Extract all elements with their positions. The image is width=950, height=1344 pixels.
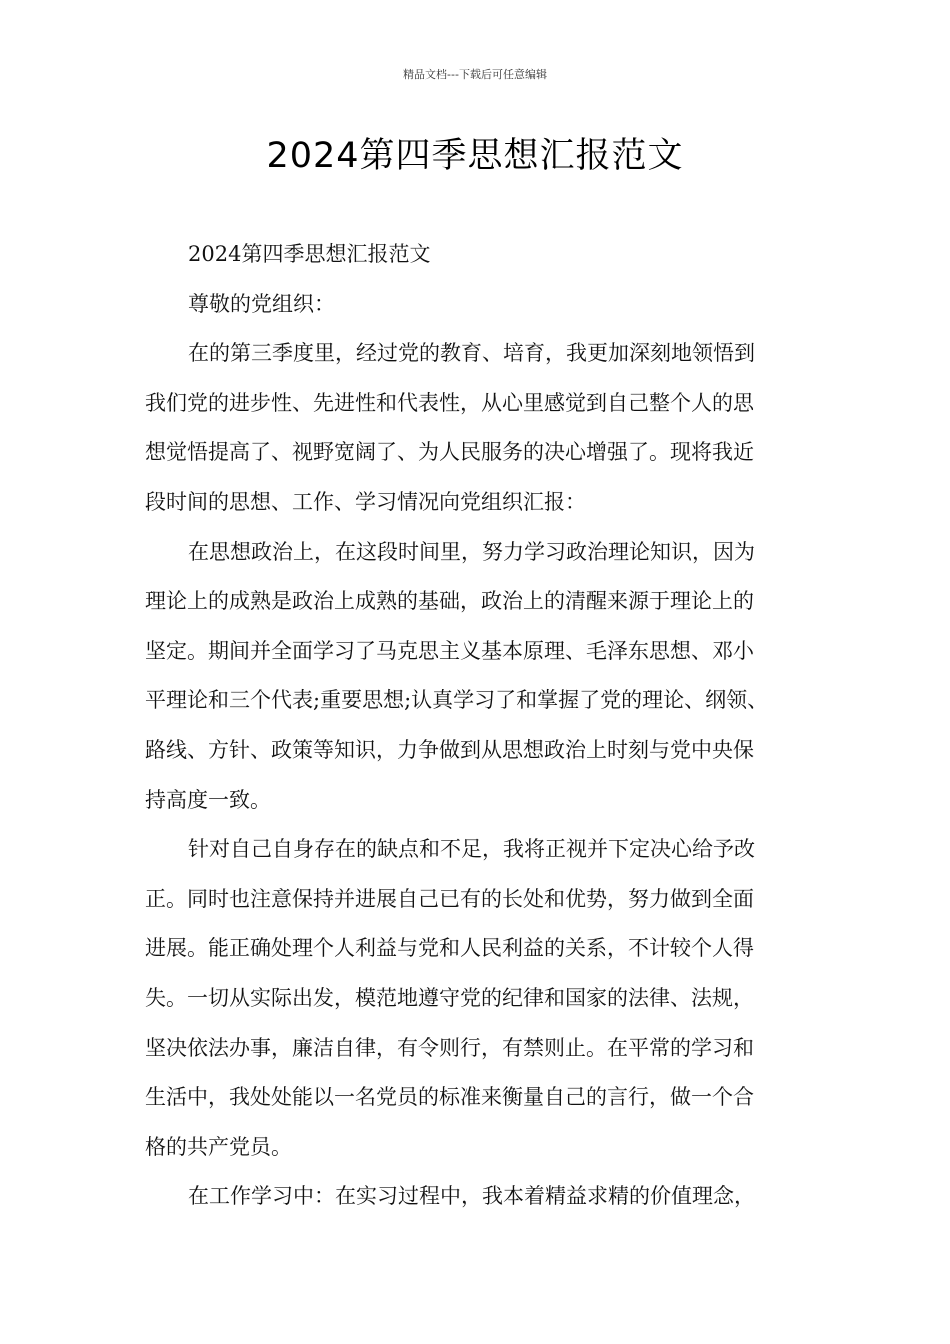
paragraph-3-line-2: 正。同时也注意保持并进展自己已有的长处和优势，努力做到全面: [145, 886, 754, 911]
paragraph-2-line-3: 坚定。期间并全面学习了马克思主义基本原理、毛泽东思想、邓小: [145, 638, 754, 663]
paragraph-3-line-6: 生活中，我处处能以一名党员的标准来衡量自己的言行，做一个合: [145, 1085, 754, 1110]
paragraph-2-line-4: 平理论和三个代表;重要思想;认真学习了和掌握了党的理论、纲领、: [145, 688, 769, 713]
paragraph-1-line-1: 在的第三季度里，经过党的教育、培育，我更加深刻地领悟到: [188, 341, 755, 366]
paragraph-1-line-4: 段时间的思想、工作、学习情况向党组织汇报：: [145, 489, 586, 514]
document-title: 2024第四季思想汇报范文: [266, 136, 684, 176]
paragraph-1-line-3: 想觉悟提高了、视野宽阔了、为人民服务的决心增强了。现将我近: [145, 440, 754, 465]
paragraph-3-line-3: 进展。能正确处理个人利益与党和人民利益的关系，不计较个人得: [145, 936, 754, 961]
paragraph-2-line-5: 路线、方针、政策等知识，力争做到从思想政治上时刻与党中央保: [145, 737, 754, 762]
paragraph-3-line-7: 格的共产党员。: [145, 1134, 292, 1159]
salutation: 尊敬的党组织：: [188, 291, 335, 316]
paragraph-3-line-5: 坚决依法办事，廉洁自律，有令则行，有禁则止。在平常的学习和: [145, 1035, 754, 1060]
subtitle-line: 2024第四季思想汇报范文: [188, 242, 431, 266]
paragraph-4-line-1: 在工作学习中：在实习过程中，我本着精益求精的价值理念，: [188, 1184, 755, 1209]
paragraph-3-line-4: 失。一切从实际出发，模范地遵守党的纪律和国家的法律、法规，: [145, 985, 754, 1010]
paragraph-2-line-1: 在思想政治上，在这段时间里，努力学习政治理论知识，因为: [188, 539, 755, 564]
paragraph-2-line-2: 理论上的成熟是政治上成熟的基础，政治上的清醒来源于理论上的: [145, 589, 754, 614]
document-body: [145, 230, 835, 1222]
paragraph-3-line-1: 针对自己自身存在的缺点和不足，我将正视并下定决心给予改: [188, 837, 755, 862]
paragraph-2-line-6: 持高度一致。: [145, 787, 271, 812]
header-note: 精品文档---下载后可任意编辑: [403, 68, 547, 81]
paragraph-1-line-2: 我们党的进步性、先进性和代表性，从心里感觉到自己整个人的思: [145, 390, 754, 415]
